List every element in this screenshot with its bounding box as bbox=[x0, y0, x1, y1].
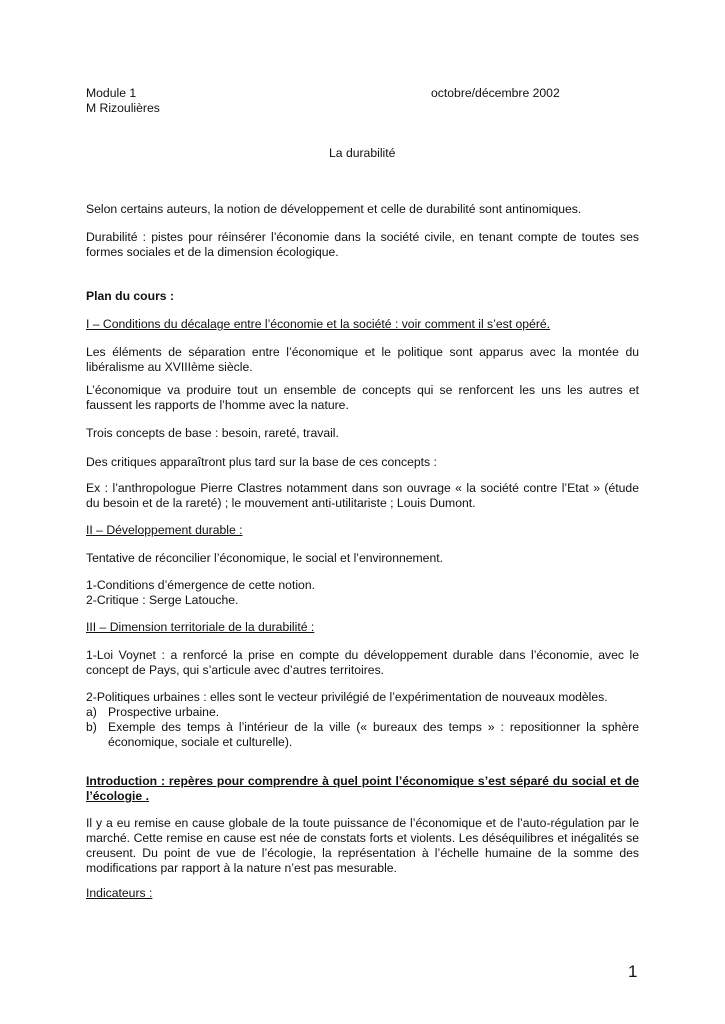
section-3-paragraph-1: 1-Loi Voynet : a renforcé la prise en compte du développement durable dans l’économie, avec le concept de Pays, qui s’articule avec d’autres territoires. bbox=[86, 648, 639, 677]
section-1-paragraph-3: Trois concepts de base : besoin, rareté, travail. bbox=[86, 426, 339, 440]
section-1-paragraph-4: Des critiques apparaîtront plus tard sur la base de ces concepts : bbox=[86, 455, 437, 469]
document-title: La durabilité bbox=[329, 146, 396, 160]
intro-paragraph-1: Selon certains auteurs, la notion de développement et celle de durabilité sont antinomiques. bbox=[86, 202, 582, 216]
section-1-paragraph-5: Ex : l’anthropologue Pierre Clastres notamment dans son ouvrage « la société contre l’Etat » (étude du besoin et de la rareté) ; le mouvement anti-utilitariste ; Louis Dumont. bbox=[86, 481, 639, 510]
section-1-heading: I – Conditions du décalage entre l’économie et la société : voir comment il s’est opéré. bbox=[86, 317, 551, 331]
list-item-text: Prospective urbaine. bbox=[108, 705, 220, 719]
plan-heading: Plan du cours : bbox=[86, 289, 175, 303]
section-3-paragraph-2: 2-Politiques urbaines : elles sont le vecteur privilégié de l’expérimentation de nouveaux modèles. bbox=[86, 690, 608, 704]
section-1-paragraph-2: L’économique va produire tout un ensemble de concepts qui se renforcent les uns les autres et faussent les rapports de l’homme avec la nature. bbox=[86, 383, 639, 412]
header-module: Module 1 bbox=[86, 86, 137, 100]
indicators-heading: Indicateurs : bbox=[86, 886, 153, 900]
list-item bbox=[86, 720, 639, 750]
section-2-paragraph-1: Tentative de réconcilier l’économique, le social et l’environnement. bbox=[86, 551, 444, 565]
page-number: 1 bbox=[628, 962, 638, 981]
urban-policy-list bbox=[86, 705, 639, 750]
list-marker: b) bbox=[86, 720, 97, 734]
list-marker: a) bbox=[86, 705, 97, 719]
list-item bbox=[86, 705, 639, 720]
list-item-text: Exemple des temps à l’intérieur de la ville (« bureaux des temps » : repositionner la sphère économique, sociale et culturelle). bbox=[108, 720, 639, 749]
section-1-paragraph-1: Les éléments de séparation entre l’économique et le politique sont apparus avec la montée du libéralisme au XVIIIème siècle. bbox=[86, 345, 639, 374]
intro-paragraph-2: Durabilité : pistes pour réinsérer l’économie dans la société civile, en tenant compte de toutes ses formes sociales et de la dimension écologique. bbox=[86, 230, 639, 259]
section-2-item-1: 1-Conditions d’émergence de cette notion. bbox=[86, 578, 315, 592]
section-3-heading: III – Dimension territoriale de la durabilité : bbox=[86, 620, 315, 634]
section-2-heading: II – Développement durable : bbox=[86, 523, 243, 537]
section-2-item-2: 2-Critique : Serge Latouche. bbox=[86, 593, 239, 607]
header-date: octobre/décembre 2002 bbox=[431, 86, 560, 100]
introduction-paragraph: Il y a eu remise en cause globale de la toute puissance de l’économique et de l’auto-régulation par le marché. Cette remise en cause est née de constats forts et violents. Les déséquilibres et inégalités se creusent. Du point de vue de l’écologie, la représentation à l’échelle humaine de la somme des modifications par rapport à la nature n’est pas mesurable. bbox=[86, 816, 639, 875]
header-author: M Rizoulières bbox=[86, 101, 160, 115]
introduction-heading: Introduction : repères pour comprendre à quel point l’économique s’est séparé du social et de l’écologie . bbox=[86, 774, 639, 803]
